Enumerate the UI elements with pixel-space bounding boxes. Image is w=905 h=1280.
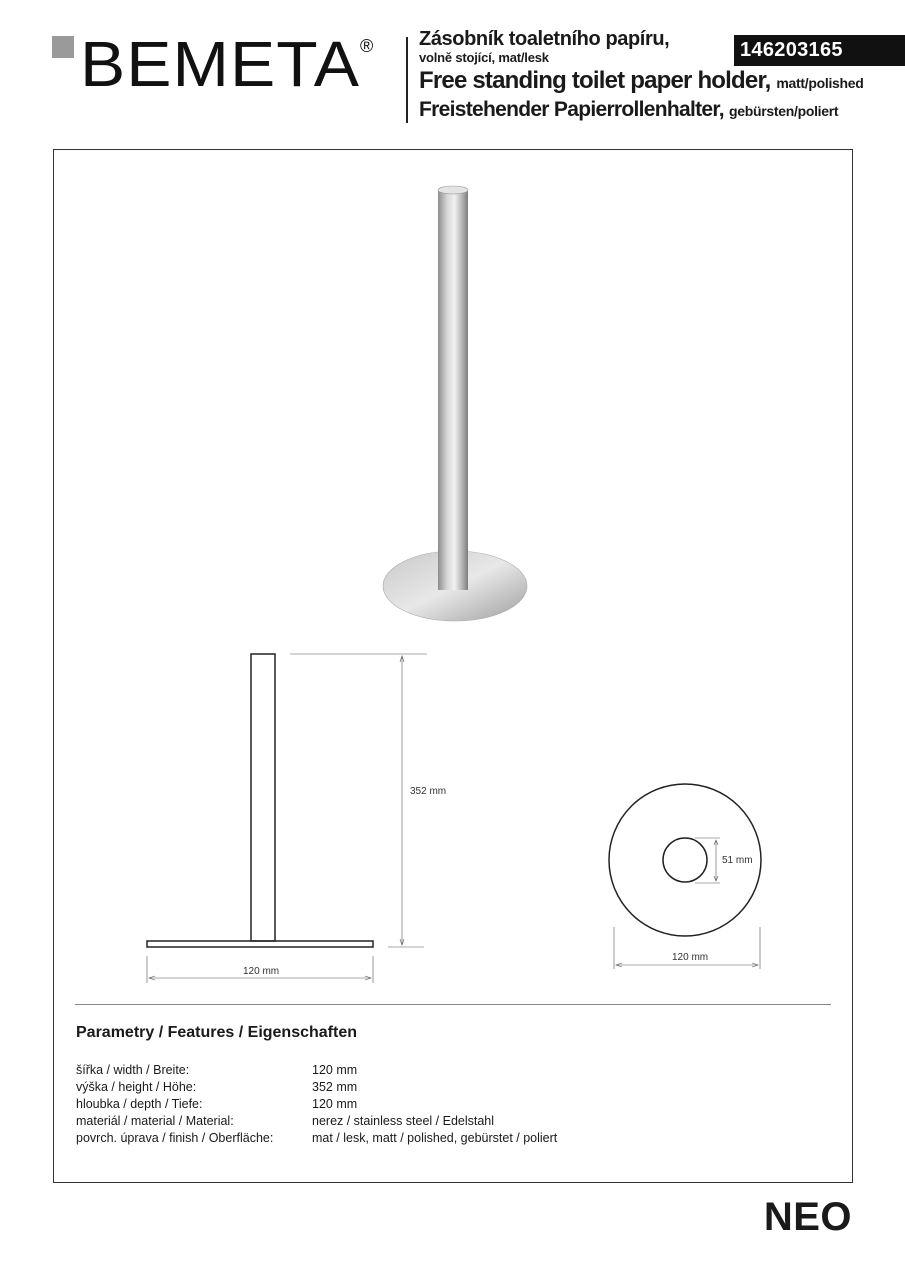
title-en: Free standing toilet paper holder, matt/polished bbox=[419, 67, 864, 94]
feature-row bbox=[76, 1096, 557, 1113]
width-dimension-label: 120 mm bbox=[243, 966, 280, 977]
feature-value: mat / lesk, matt / polished, gebürstet / poliert bbox=[312, 1131, 558, 1145]
product-image bbox=[380, 184, 530, 622]
section-divider bbox=[75, 1004, 831, 1005]
feature-label: materiál / material / Material: bbox=[76, 1114, 234, 1128]
bemeta-logo bbox=[52, 30, 382, 92]
feature-label: šířka / width / Breite: bbox=[76, 1063, 190, 1077]
title-de: Freistehender Papierrollenhalter, gebürsten/poliert bbox=[419, 98, 839, 121]
side-view-drawing bbox=[130, 640, 490, 990]
feature-value: 120 mm bbox=[312, 1097, 358, 1111]
product-code: 146203165 bbox=[734, 35, 905, 66]
top-width-dimension-label: 120 mm bbox=[672, 952, 709, 963]
feature-value: nerez / stainless steel / Edelstahl bbox=[312, 1114, 495, 1128]
feature-value: 120 mm bbox=[312, 1063, 358, 1077]
header-divider bbox=[406, 37, 408, 123]
svg-text:®: ® bbox=[360, 36, 374, 56]
feature-label: hloubka / depth / Tiefe: bbox=[76, 1097, 203, 1111]
top-view-drawing bbox=[600, 775, 790, 975]
features-table bbox=[76, 1062, 557, 1147]
tube-diameter-label: 51 mm bbox=[722, 855, 753, 866]
feature-row bbox=[76, 1062, 557, 1079]
feature-row bbox=[76, 1113, 557, 1130]
feature-value: 352 mm bbox=[312, 1080, 358, 1094]
feature-label: povrch. úprava / finish / Oberfläche: bbox=[76, 1131, 274, 1145]
feature-row bbox=[76, 1130, 557, 1147]
subtitle-cs: volně stojící, mat/lesk bbox=[419, 50, 549, 65]
features-title: Parametry / Features / Eigenschaften bbox=[76, 1024, 357, 1041]
svg-text:BEMETA: BEMETA bbox=[80, 30, 360, 92]
title-cs: Zásobník toaletního papíru, bbox=[419, 28, 670, 50]
feature-row bbox=[76, 1079, 557, 1096]
height-dimension-label: 352 mm bbox=[410, 786, 447, 797]
feature-label: výška / height / Höhe: bbox=[76, 1080, 197, 1094]
series-name: NEO bbox=[763, 1195, 852, 1239]
